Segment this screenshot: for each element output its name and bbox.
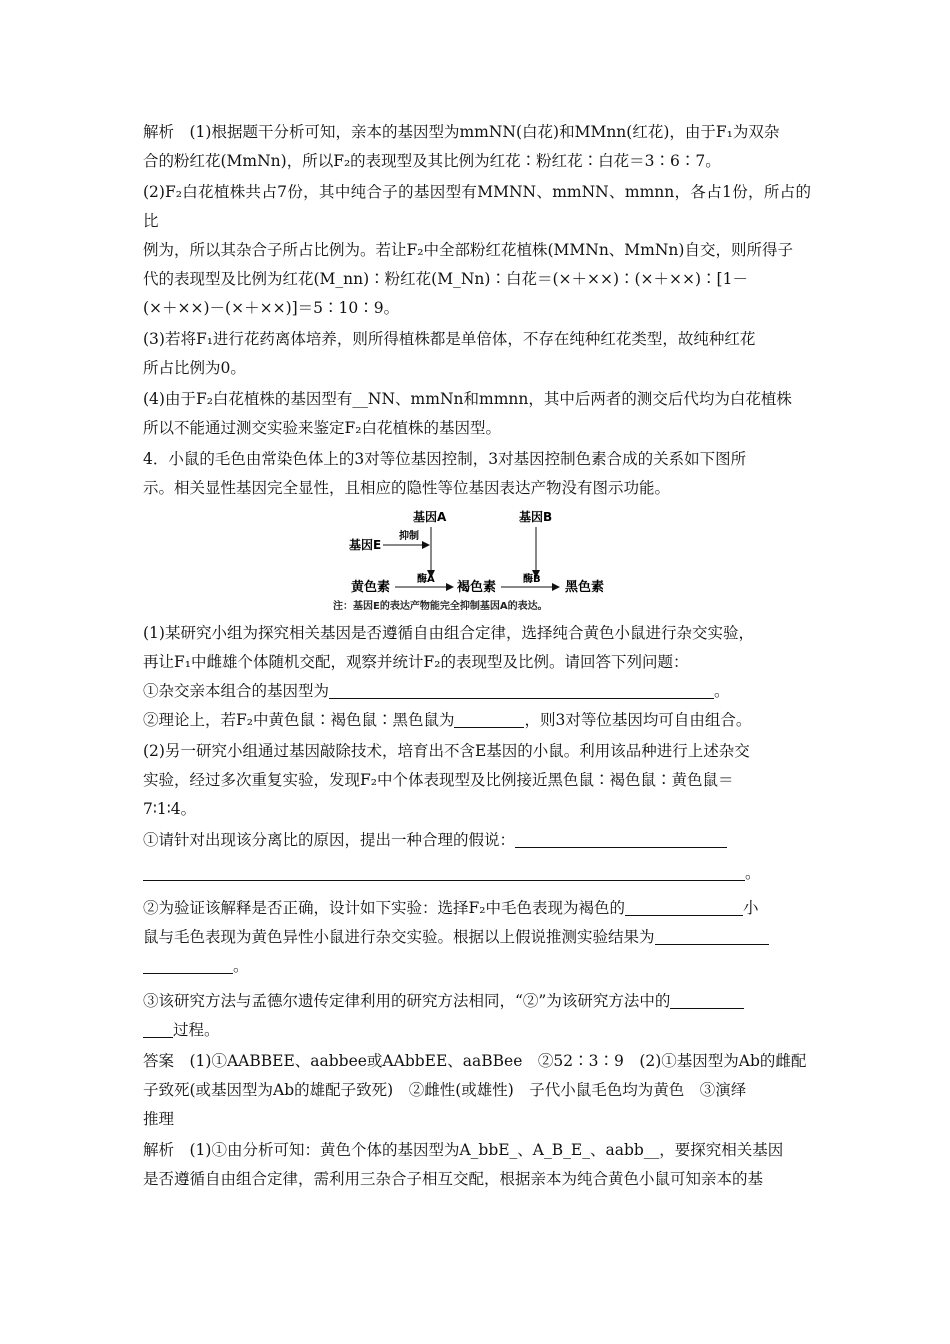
analysis-section-2 — [143, 1136, 811, 1194]
prompt-text: ，则3对等位基因均可自由组合。 — [524, 711, 752, 729]
answer-blank[interactable] — [329, 682, 714, 699]
answer-blank[interactable] — [143, 1021, 173, 1038]
question-1-2 — [143, 706, 811, 735]
question-2-1-cont — [143, 859, 811, 888]
prompt-text: ②为验证该解释是否正确，设计如下实验：选择F₂中毛色表现为褐色的 — [143, 899, 625, 917]
prompt-text: ③该研究方法与孟德尔遗传定律利用的研究方法相同，“②”为该研究方法中的 — [143, 992, 671, 1010]
answer-blank[interactable] — [143, 864, 745, 881]
yellow-pigment-label: 黄色素 — [351, 580, 391, 595]
black-pigment-label: 黑色素 — [565, 580, 605, 595]
gene-e-label: 基因E — [349, 538, 382, 552]
prompt-text: 小 — [742, 899, 759, 917]
question-1-1 — [143, 677, 811, 706]
prompt-text: ①请针对出现该分离比的原因，提出一种合理的假说： — [143, 831, 516, 849]
question-intro-line: 4．小鼠的毛色由常染色体上的3对等位基因控制，3对基因控制色素合成的关系如下图所 — [143, 450, 747, 468]
text-line: 代的表现型及比例为红花(M_nn)∶粉红花(M_Nn)∶白花＝(×＋××)∶(×＋××)∶[1－ — [143, 270, 748, 288]
answer-blank[interactable] — [515, 831, 727, 848]
document-page — [143, 118, 811, 1194]
text-line: (2)F₂白花植株共占7份，其中纯合子的基因型有MMNN、mmNN、mmnn，各占1份，所占的比 — [143, 183, 811, 230]
answer-blank[interactable] — [143, 957, 233, 974]
question-4 — [143, 445, 811, 1045]
prompt-end: 。 — [745, 864, 761, 882]
text-line: (4)由于F₂白花植株的基因型有__NN、mmNn和mmnn，其中后两者的测交后代均为白花植株 — [143, 390, 792, 408]
answer-blank[interactable] — [655, 928, 769, 945]
enzyme-b-label: 酶B — [523, 574, 541, 585]
text-line: 再让F₁中雌雄个体随机交配，观察并统计F₂的表现型及比例。请回答下列问题： — [143, 653, 689, 671]
text-line: 子致死(或基因型为Ab的雄配子致死) ②雌性(或雄性) 子代小鼠毛色均为黄色 ③演绎 — [143, 1081, 747, 1099]
text-line: (×＋××)－(×＋××)]＝5∶10∶9。 — [143, 299, 400, 317]
text-line: 答案 (1)①AABBEE、aabbee或AAbbEE、aaBBee ②52∶3∶9 (2)①基因型为Ab的雌配 — [143, 1052, 807, 1070]
text-line: 推理 — [143, 1110, 175, 1128]
text-line: 是否遵循自由组合定律，需利用三杂合子相互交配，根据亲本为纯合黄色小鼠可知亲本的基 — [143, 1170, 764, 1188]
text-line: 所占比例为0。 — [143, 359, 246, 377]
prompt-end: 。 — [233, 957, 249, 975]
text-line: (3)若将F₁进行花药离体培养，则所得植株都是单倍体，不存在纯种红花类型，故纯种红花 — [143, 330, 756, 348]
prompt-text: ②理论上，若F₂中黄色鼠∶褐色鼠∶黑色鼠为 — [143, 711, 455, 729]
pigment-pathway-diagram — [143, 505, 811, 617]
text-line: (1)某研究小组为探究相关基因是否遵循自由组合定律，选择纯合黄色小鼠进行杂交实验， — [143, 624, 754, 642]
enzyme-a-label: 酶A — [417, 574, 435, 585]
text-line: 合的粉红花(MmNn)，所以F₂的表现型及其比例为红花∶粉红花∶白花＝3∶6∶7。 — [143, 152, 721, 170]
answer-blank[interactable] — [625, 899, 743, 916]
gene-a-label: 基因A — [413, 510, 447, 524]
brown-pigment-label: 褐色素 — [457, 580, 497, 595]
diagram-note: 注：基因E的表达产物能完全抑制基因A的表达。 — [333, 601, 548, 612]
question-2-2-cont — [143, 923, 811, 952]
answer-blank[interactable] — [670, 992, 744, 1009]
text-line: 实验，经过多次重复实验，发现F₂中个体表现型及比例接近黑色鼠∶褐色鼠∶黄色鼠＝ — [143, 771, 734, 789]
analysis-section-1 — [143, 118, 811, 443]
question-2-1 — [143, 826, 811, 855]
text-line: 例为，所以其杂合子所占比例为。若让F₂中全部粉红花植株(MMNn、MmNn)自交，则所得子 — [143, 241, 793, 259]
text-line: 解析 (1)根据题干分析可知，亲本的基因型为mmNN(白花)和MMnn(红花)，由于F₁为双杂 — [143, 123, 780, 141]
gene-b-label: 基因B — [519, 510, 553, 524]
question-2-2 — [143, 894, 811, 923]
question-2-2-cont2 — [143, 952, 811, 981]
text-line: 7∶1∶4。 — [143, 800, 197, 818]
question-2-3 — [143, 987, 811, 1016]
text-line: (2)另一研究小组通过基因敲除技术，培育出不含E基因的小鼠。利用该品种进行上述杂交 — [143, 742, 750, 760]
question-intro-line: 示。相关显性基因完全显性，且相应的隐性等位基因表达产物没有图示功能。 — [143, 479, 671, 497]
answer-section — [143, 1047, 811, 1134]
inhibit-label: 抑制 — [399, 531, 419, 542]
prompt-text: ①杂交亲本组合的基因型为 — [143, 682, 330, 700]
text-line: 解析 (1)①由分析可知：黄色个体的基因型为A_bbE_、A_B_E_、aabb__，要探究相关基因 — [143, 1141, 784, 1159]
prompt-text: 鼠与毛色表现为黄色异性小鼠进行杂交实验。根据以上假说推测实验结果为 — [143, 928, 655, 946]
question-2-3-cont — [143, 1016, 811, 1045]
prompt-text: 过程。 — [173, 1021, 220, 1039]
prompt-end: 。 — [714, 682, 730, 700]
answer-blank[interactable] — [454, 711, 524, 728]
text-line: 所以不能通过测交实验来鉴定F₂白花植株的基因型。 — [143, 419, 501, 437]
